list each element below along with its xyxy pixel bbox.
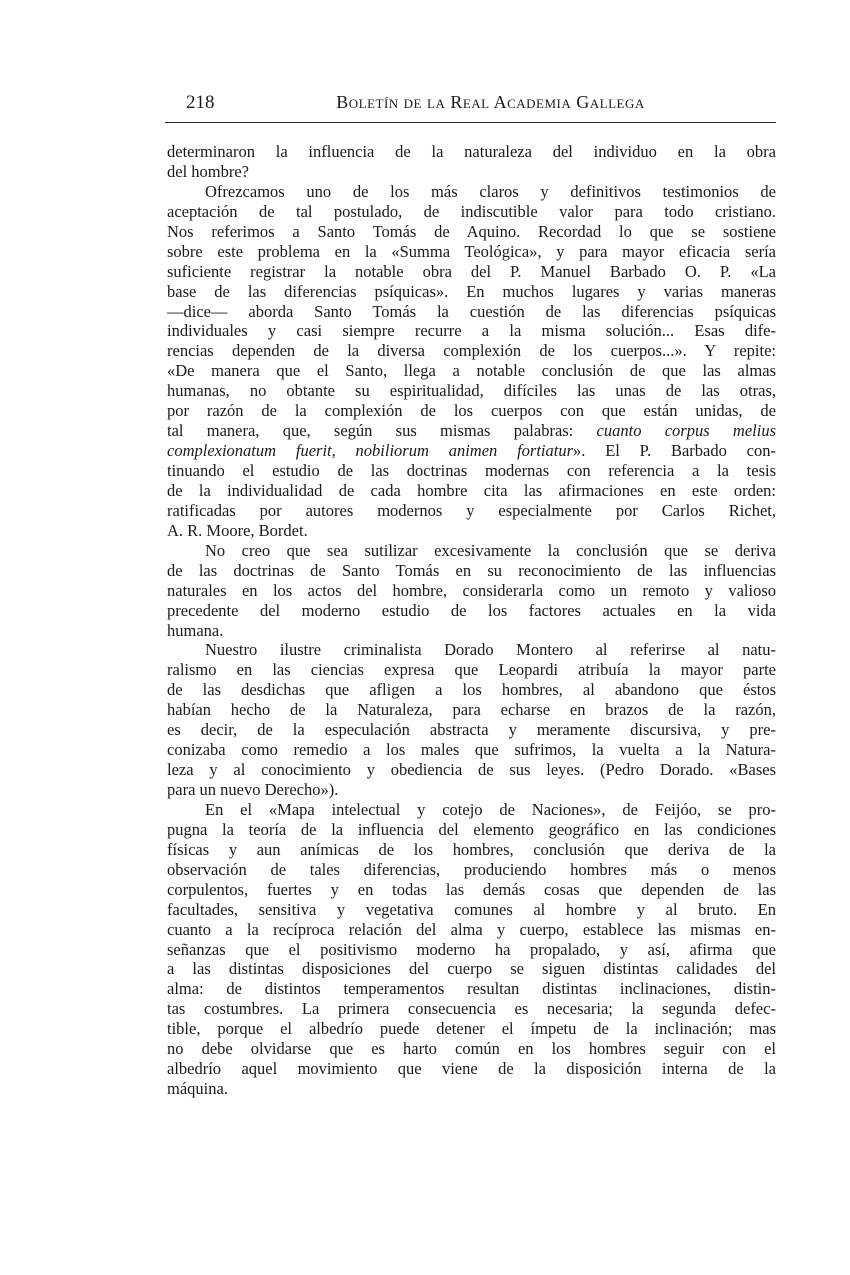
text-line: máquina. bbox=[167, 1079, 228, 1099]
body-text bbox=[167, 142, 776, 1099]
text-line: ratificadas por autores modernos y especialmente por Carlos Richet, bbox=[167, 500, 776, 520]
text-line: es decir, de la especulación abstracta y meramente discursiva, y pre- bbox=[167, 720, 776, 740]
latin-quote: complexionatum fuerit, nobiliorum animen fortiatur bbox=[167, 441, 574, 461]
text-line: humanas, no obtante su espiritualidad, difíciles las unas de las otras, bbox=[167, 381, 776, 401]
paragraph bbox=[167, 640, 776, 800]
text-line: sobre este problema en la «Summa Teológica», y para mayor eficacia sería bbox=[167, 241, 776, 261]
text-line: observación de tales diferencias, produciendo hombres más o menos bbox=[167, 859, 776, 879]
text-line: rencias dependen de la diversa complexión de los cuerpos...». Y repite: bbox=[167, 341, 776, 361]
latin-quote: cuanto corpus melius bbox=[596, 421, 776, 441]
text-line: habían hecho de la Naturaleza, para echarse en brazos de la razón, bbox=[167, 700, 776, 720]
text-line: precedente del moderno estudio de los factores actuales en la vida bbox=[167, 600, 776, 620]
header-rule bbox=[165, 122, 776, 123]
text-line: de las desdichas que afligen a los hombres, al abandono que éstos bbox=[167, 680, 776, 700]
running-title: Boletín de la Real Academia Gallega bbox=[336, 92, 645, 112]
text-line: Ofrezcamos uno de los más claros y definitivos testimonios de bbox=[205, 181, 776, 201]
text-line: No creo que sea sutilizar excesivamente la conclusión que se deriva bbox=[205, 540, 776, 560]
text-line: señanzas que el positivismo moderno ha propalado, y así, afirma que bbox=[167, 939, 776, 959]
text-line: tas costumbres. La primera consecuencia es necesaria; la segunda defec- bbox=[167, 999, 776, 1019]
text-line: corpulentos, fuertes y en todas las demás cosas que dependen de las bbox=[167, 879, 776, 899]
text-line: ralismo en las ciencias expresa que Leopardi atribuía la mayor parte bbox=[167, 660, 776, 680]
paragraph bbox=[167, 182, 776, 541]
text-line: individuales y casi siempre recurre a la misma solución... Esas dife- bbox=[167, 321, 776, 341]
text-line: Nuestro ilustre criminalista Dorado Montero al referirse al natu- bbox=[205, 640, 776, 660]
text-line: a las distintas disposiciones del cuerpo se siguen distintas calidades del bbox=[167, 959, 776, 979]
text-line: conizaba como remedio a los males que sufrimos, la vuelta a la Natura- bbox=[167, 740, 776, 760]
running-header bbox=[165, 88, 776, 118]
text-line: cuanto a la recíproca relación del alma y cuerpo, establece las mismas en- bbox=[167, 919, 776, 939]
text-segment: tal manera, que, según sus mismas palabras: bbox=[167, 421, 597, 441]
text-line: suficiente registrar la notable obra del P. Manuel Barbado O. P. «La bbox=[167, 261, 776, 281]
text-line bbox=[167, 441, 776, 461]
text-line: A. R. Moore, Bordet. bbox=[167, 520, 308, 540]
text-line: Nos referimos a Santo Tomás de Aquino. Recordad lo que se sostiene bbox=[167, 221, 776, 241]
text-line: determinaron la influencia de la naturaleza del individuo en la obra bbox=[167, 142, 776, 161]
text-line: naturales en los actos del hombre, considerarla como un remoto y valioso bbox=[167, 580, 776, 600]
text-line: del hombre? bbox=[167, 161, 250, 181]
text-line: albedrío aquel movimiento que viene de la disposición interna de la bbox=[167, 1059, 776, 1079]
text-line: En el «Mapa intelectual y cotejo de Naciones», de Feijóo, se pro- bbox=[205, 799, 776, 819]
text-line: base de las diferencias psíquicas». En muchos lugares y varias maneras bbox=[167, 281, 776, 301]
text-line: leza y al conocimiento y obediencia de sus leyes. (Pedro Dorado. «Bases bbox=[167, 760, 776, 780]
text-line: «De manera que el Santo, llega a notable conclusión de que las almas bbox=[167, 361, 776, 381]
text-line: tible, porque el albedrío puede detener el ímpetu de la inclinación; mas bbox=[167, 1019, 776, 1039]
text-line: humana. bbox=[167, 620, 224, 640]
text-line: físicas y aun anímicas de los hombres, conclusión que deriva de la bbox=[167, 839, 776, 859]
text-line: pugna la teoría de la influencia del elemento geográfico en las condiciones bbox=[167, 819, 776, 839]
text-segment: ». El P. Barbado con- bbox=[573, 441, 776, 461]
text-line: —dice— aborda Santo Tomás la cuestión de las diferencias psíquicas bbox=[167, 301, 776, 321]
text-line: de las doctrinas de Santo Tomás en su reconocimiento de las influencias bbox=[167, 560, 776, 580]
page-number: 218 bbox=[186, 92, 215, 113]
text-line: facultades, sensitiva y vegetativa comunes al hombre y al bruto. En bbox=[167, 899, 776, 919]
text-line bbox=[167, 421, 776, 441]
paragraph bbox=[167, 541, 776, 641]
text-line: no debe olvidarse que es harto común en los hombres seguir con el bbox=[167, 1039, 776, 1059]
text-line: por razón de la complexión de los cuerpos con que están unidas, de bbox=[167, 401, 776, 421]
paragraph bbox=[167, 800, 776, 1099]
text-line: alma: de distintos temperamentos resultan distintas inclinaciones, distin- bbox=[167, 979, 776, 999]
text-line: aceptación de tal postulado, de indiscutible valor para todo cristiano. bbox=[167, 201, 776, 221]
paragraph bbox=[167, 142, 776, 182]
text-line: para un nuevo Derecho»). bbox=[167, 780, 339, 799]
text-line: tinuando el estudio de las doctrinas modernas con referencia a la tesis bbox=[167, 461, 776, 480]
text-line: de la individualidad de cada hombre cita las afirmaciones en este orden: bbox=[167, 480, 776, 500]
